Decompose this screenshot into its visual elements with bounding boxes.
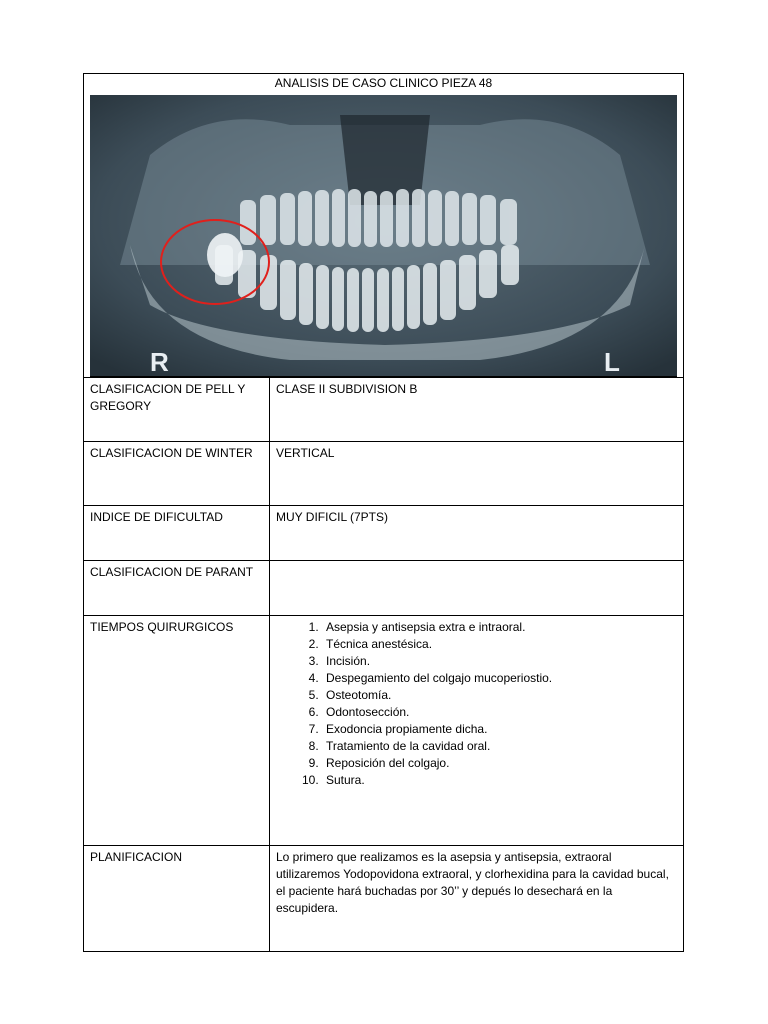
row-tiempos — [84, 615, 683, 845]
row-pell-gregory — [84, 377, 683, 441]
row-label: TIEMPOS QUIRURGICOS — [84, 616, 270, 845]
panoramic-radiograph — [90, 95, 677, 377]
row-value — [270, 616, 683, 845]
row-value: MUY DIFICIL (7PTS) — [276, 510, 389, 524]
table-title: ANALISIS DE CASO CLINICO PIEZA 48 — [274, 76, 493, 90]
row-value — [270, 561, 683, 615]
xray-marker-left: L — [604, 347, 620, 377]
row-value: Lo primero que realizamos es la asepsia y antisepsia, extraoral utilizaremos Yodopovidona extraoral, y clorhexidina para la cavidad bucal, el paciente hará buchadas por 30’’ y depués lo desechará en la escupidera. — [276, 850, 669, 915]
case-table — [83, 73, 684, 952]
steps-list — [276, 619, 677, 789]
list-item: 4. Despegamiento del colgajo mucoperiostio. — [322, 670, 677, 687]
list-item: 6. Odontosección. — [322, 704, 677, 721]
row-dificultad — [84, 505, 683, 560]
list-item: 9. Reposición del colgajo. — [322, 755, 677, 772]
impacted-molar — [207, 233, 243, 277]
xray-drawing — [90, 95, 677, 376]
row-parant — [84, 560, 683, 615]
xray-marker-right: R — [150, 347, 169, 377]
row-label: CLASIFICACION DE WINTER — [84, 442, 270, 505]
list-item: 3. Incisión. — [322, 653, 677, 670]
list-item: 1. Asepsia y antisepsia extra e intraoral. — [322, 619, 677, 636]
row-value: CLASE II SUBDIVISION B — [276, 382, 418, 396]
list-item: 5. Osteotomía. — [322, 687, 677, 704]
list-item: 10. Sutura. — [322, 772, 677, 789]
row-label: CLASIFICACION DE PELL Y GREGORY — [84, 378, 270, 441]
row-winter — [84, 441, 683, 505]
list-item: 2. Técnica anestésica. — [322, 636, 677, 653]
row-label: PLANIFICACION — [84, 846, 270, 951]
list-item: 7. Exodoncia propiamente dicha. — [322, 721, 677, 738]
row-label: INDICE DE DIFICULTAD — [84, 506, 270, 560]
row-planificacion — [84, 845, 683, 951]
list-item: 8. Tratamiento de la cavidad oral. — [322, 738, 677, 755]
row-value: VERTICAL — [276, 446, 335, 460]
row-label: CLASIFICACION DE PARANT — [84, 561, 270, 615]
